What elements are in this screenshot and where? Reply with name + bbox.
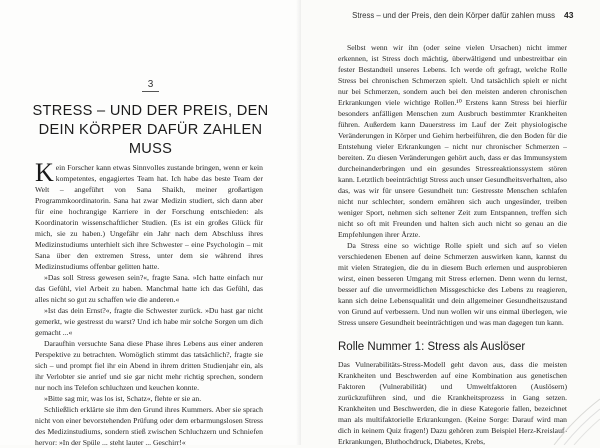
paragraph: Schließlich erklärte sie ihm den Grund ihres Kummers. Aber sie sprach nicht von einer bevorstehenden Prüfung oder dem erbarmungslosen Stress des Medizinstudiums, sondern stieß zwischen Schluchzern und Schniefen hervor: »In der Spüle ... steht lauter ... Geschirr!« (35, 405, 263, 447)
page-number: 43 (564, 10, 574, 20)
chapter-title: STRESS – UND DER PREIS, DEN DEIN KÖRPER DAFÜR ZAHLEN MUSS (32, 103, 269, 157)
paragraph: »Bitte sag mir, was los ist, Schatz«, flehte er sie an. (44, 394, 202, 403)
chapter-number: 3 (147, 79, 154, 90)
section-heading: Rolle Nummer 1: Stress als Auslöser (338, 341, 526, 353)
paragraph: Daraufhin versuchte Sana diese Phase ihres Lebens aus einer anderen Perspektive zu betrachten. Womöglich stimmt das tatsächlich?, fragte sie sich – und prompt fiel ihr ein Abend in ihrem dritten Studienjahr ein, als ihr Verlobter sie anrief und sie gar nicht mehr richtig sprechen, sondern nur noch ins Telefon schluchzen und keuchen konnte. (35, 339, 263, 392)
left-body-text (35, 158, 263, 448)
chapter-divider (142, 91, 159, 92)
paragraph: Selbst wenn wir ihn (oder seine vielen Ursachen) nicht immer erkennen, ist Stress doch mächtig, überwältigend und unbestreitbar ein fester Bestandteil unseres Lebens. Ich werde oft gefragt, welche Rolle Stress bei chronischen Schmerzen spielt. Und tatsächlich spielt er nicht nur bei Schmerzen, sondern auch bei den meisten anderen chronischen Erkrankungen viele wichtige Rollen.¹⁰ Erstens kann Stress bei hierfür besonders anfälligen Menschen zum Ausbruch bestimmter Krankheiten führen. Außerdem kann Dauerstress im Lauf der Zeit physiologische Veränderungen in Körper und Gehirn herbeiführen, die den Boden für die Entstehung vieler Erkrankungen – nicht nur chronischer Schmerzen – bereiten. Zu diesen Veränderungen gehört auch, dass er das Immunsystem durcheinanderbringen und ein gesundes Stressreaktionssystem stören kann. Letztlich beeinträchtigt Stress auch unser Gesundheitsverhalten, also das, was wir für unsere Gesundheit tun: Gestresste Menschen schlafen nicht nur schlechter, sondern ernähren sich auch ungesünder, treiben weniger Sport, nehmen sich seltener Zeit zum Entspannen, treffen sich nicht so oft mit Freunden und halten sich auch nicht so genau an die Empfehlungen ihrer Ärzte. (338, 43, 567, 239)
paragraph: Kein Forscher kann etwas Sinnvolles zustande bringen, wenn er kein kompetentes, engagiertes Team hat. Ich habe das beste Team der Welt – angeführt von Sana Shaikh, meiner großartigen Programmkoordinatorin. Sana hat zwar Medizin studiert, sich dann aber für eine hochrangige Karriere in der Forschung entschieden: als Koordinatorin wissenschaftlicher Studien. (Es ist ein großes Glück für mich, sie zu haben.) Ungefähr ein Jahr nach dem Abschluss ihres Medizinstudiums unterhielt sich ihre Schwester – eine Psychologin – mit Sana über den extremen Stress, unter dem sie während ihres Medizinstudiums offenbar gelitten hatte. (35, 158, 263, 271)
right-body-text (338, 42, 567, 447)
paragraph: Da Stress eine so wichtige Rolle spielt und sich auf so vielen verschiedenen Ebenen auf deine Schmerzen auswirken kann, kannst du mit vielen Strategien, die du in diesem Buch erlernen und ausprobieren wirst, einen besseren Umgang mit Stress erlernen. Denn wenn du lernst, besser auf die unvermeidlichen Missgeschicke des Lebens zu reagieren, kann sich deine Lebensqualität und dein allgemeiner Gesundheitszustand von Grund auf verbessern. Und nun wollen wir uns einmal überlegen, wie Stress unsere Gesundheit beeinträchtigen und was man dagegen tun kann. (338, 241, 567, 327)
paragraph: Das Vulnerabilitäts-Stress-Modell geht davon aus, dass die meisten Krankheiten und Beschwerden auf eine Kombination aus genetischen Faktoren (Vulnerabilität) und Umweltfaktoren (Auslösern) zurückzuführen sind, und die Krankheitsprozess in Gang setzen. Krankheiten und Beschwerden, die in diese Kategorie fallen, bezeichnet man als multifaktorielle Erkrankungen. (Keine Sorge: Darauf wird man dich in keinem Quiz fragen!) Dazu gehören zum Beispiel Herz-Kreislauf-Erkrankungen, Bluthochdruck, Diabetes, Krebs, (338, 360, 567, 446)
paragraph: »Ist das dein Ernst?«, fragte die Schwester zurück. »Du hast gar nicht gemerkt, wie gestresst du warst? Und ich habe mir solche Sorgen um dich gemacht ...« (35, 306, 263, 337)
left-page (0, 0, 301, 445)
paragraph: »Das soll Stress gewesen sein?«, fragte Sana. »Ich hatte einfach nur das Gefühl, viel Arbeit zu haben. Manchmal hatte ich das Gefühl, das alles nicht so gut zu schaffen wie die anderen.« (35, 273, 263, 304)
running-head: Stress – und der Preis, den dein Körper dafür zahlen muss (352, 11, 555, 20)
